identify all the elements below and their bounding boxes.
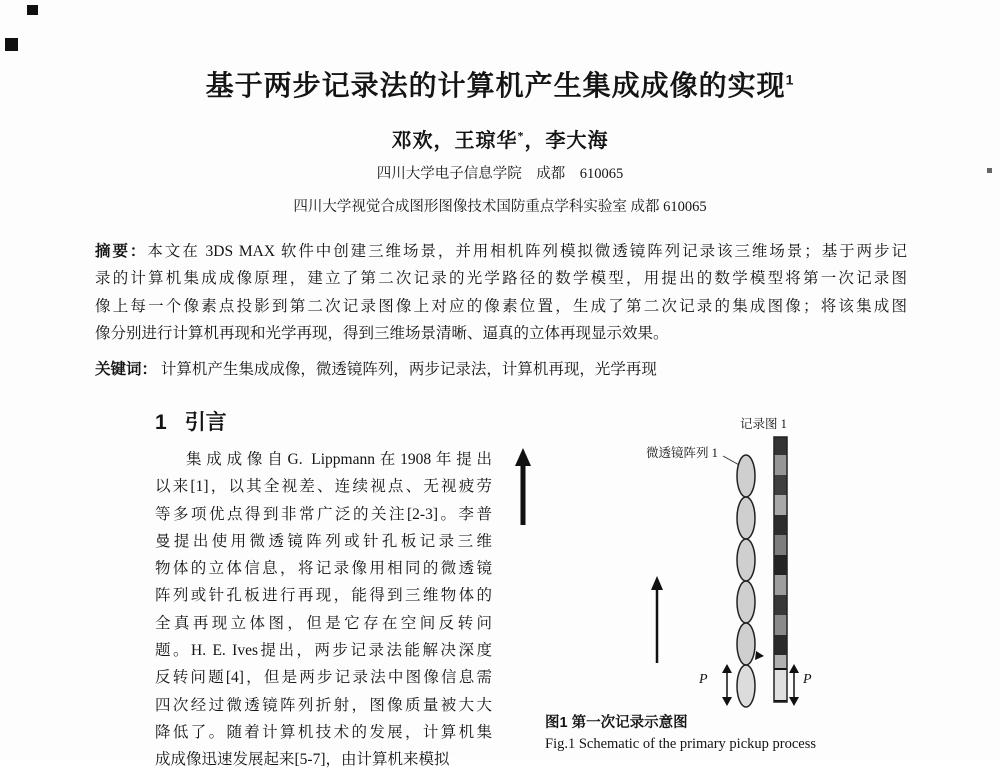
text-line: 成成像迅速发展起来[5-7]，由计算机来模拟 <box>155 751 450 769</box>
scan-artifact <box>5 38 18 51</box>
abstract-line: 像上每一个像素点投影到第二次记录图像上对应的像素位置，生成了第二次记录的集成图像；将该集成图 <box>95 297 907 315</box>
pitch-label-left: P <box>699 672 708 687</box>
authors-line <box>0 124 1000 153</box>
text-line: 反转问题[4]，但是两步记录法中图像信息需 <box>155 669 492 687</box>
abstract-block <box>95 238 907 383</box>
authors-text: 邓欢，王琼华 <box>391 130 518 152</box>
affiliation-2: 四川大学视觉合成图形图像技术国防重点学科实验室 成都 610065 <box>293 199 707 215</box>
abstract-label: 摘要： <box>95 243 148 260</box>
affiliation-1: 四川大学电子信息学院 成都 610065 <box>376 166 624 182</box>
abstract-text: 本文在 3DS MAX 软件中创建三维场景，并用相机阵列模拟微透镜阵列记录该三维场景；基于两步记 <box>147 243 907 260</box>
text-line: 曼提出使用微透镜阵列或针孔板记录三维 <box>155 532 492 550</box>
text-line: 等多项优点得到非常广泛的关注[2-3]。李普 <box>155 505 492 523</box>
author-asterisk: * <box>517 128 525 143</box>
paper-title-text: 基于两步记录法的计算机产生集成成像的实现 <box>205 70 786 101</box>
focal-marker <box>755 651 764 660</box>
section-title: 引言 <box>184 411 227 434</box>
intro-paragraph <box>155 446 492 774</box>
title-footnote-marker: 1 <box>785 71 795 88</box>
pitch-arrow-right <box>789 664 799 706</box>
abstract-line: 录的计算机集成成像原理，建立了第二次记录的光学路径的数学模型，用提出的数学模型将第一次记录图 <box>95 270 907 288</box>
keywords-line <box>95 356 907 383</box>
abstract-line: 像分别进行计算机再现和光学再现，得到三维场景清晰、逼真的立体再现显示效果。 <box>95 325 669 343</box>
text-line: 题。H. E. Ives提出，两步记录法能解决深度 <box>155 642 492 660</box>
paper-title <box>0 64 1000 104</box>
pitch-arrow-left <box>722 664 732 706</box>
microlens-array-label: 微透镜阵列 1 <box>646 446 718 460</box>
up-arrow-small <box>651 576 663 663</box>
keywords-label: 关键词： <box>95 360 158 378</box>
pitch-label-right: P <box>803 672 812 687</box>
authors-text: ，李大海 <box>524 130 609 152</box>
up-arrow-large <box>515 448 531 525</box>
text-line: 集成成像自G. Lippmann在1908年提出 <box>186 451 492 468</box>
text-line: 四次经过微透镜阵列折射，图像质量被大大 <box>155 696 492 714</box>
abstract-line <box>95 238 907 265</box>
text-line: 降低了。随着计算机技术的发展，计算机集 <box>155 723 492 741</box>
record-image-label: 记录图 1 <box>740 417 787 431</box>
scan-artifact <box>27 5 38 15</box>
section-heading-1 <box>155 406 227 436</box>
microlens-array <box>737 455 755 707</box>
text-line: 以来[1]，以其全视差、连续视点、无视疲劳 <box>155 478 492 496</box>
figure-caption-en: Fig.1 Schematic of the primary pickup process <box>545 736 817 752</box>
section-number: 1 <box>155 411 167 434</box>
record-strip <box>774 437 787 702</box>
text-line: 物体的立体信息，将记录像用相同的微透镜 <box>155 560 492 578</box>
figure-caption-cn: 图1 第一次记录示意图 <box>545 715 688 731</box>
text-line: 阵列或针孔板进行再现，能得到三维物体的 <box>155 587 492 605</box>
keywords-text: 计算机产生集成成像，微透镜阵列，两步记录法，计算机再现，光学再现 <box>157 360 657 378</box>
figure-1 <box>505 408 935 718</box>
text-line: 全真再现立体图，但是它存在空间反转问 <box>155 614 492 632</box>
